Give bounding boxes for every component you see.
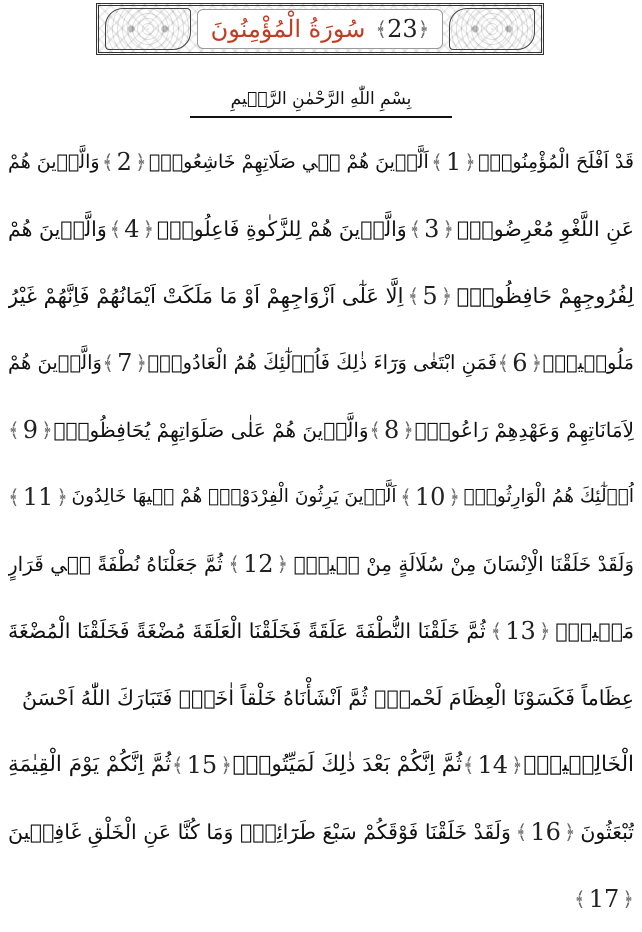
surah-header (96, 3, 544, 55)
verse-number-marker: ﴾ 17 ﴿ (574, 884, 634, 913)
verse-line (8, 865, 634, 932)
verse-number-marker: ﴾ 11 ﴿ (8, 482, 69, 511)
verse-number: 9 (22, 415, 39, 444)
verse-number: 4 (124, 214, 140, 243)
verse-text: وَلَقَدْ خَلَقْنَا الْاِنْسَانَ مِنْ سُلَالَةٍ مِنْ ط۪ينٍۚ (293, 551, 634, 576)
verse-number-marker: ﴾ 16 ﴿ (515, 817, 576, 846)
verse-number-marker: ﴾ 15 ﴿ (171, 750, 232, 779)
verse-number: 2 (116, 147, 132, 176)
verse-number-marker: ﴾ 7 ﴿ (102, 348, 148, 377)
verse-number-marker: ﴾ 8 ﴿ (369, 415, 414, 444)
verse-text: مَك۪ينٍۖ (555, 618, 634, 643)
surah-title-box (197, 9, 443, 49)
verse-number: 11 (22, 482, 54, 511)
verse-number-marker: ﴾ 9 ﴿ (8, 415, 53, 444)
verse-number: 10 (414, 482, 446, 511)
verse-text: وَالَّذ۪ينَ هُمْ عَلٰى صَلَوَاتِهِمْ يُحَافِظُونَۢ (53, 417, 369, 442)
verse-line (8, 463, 634, 530)
verse-number: 6 (512, 348, 528, 377)
verse-number-marker: ﴾ 14 ﴿ (462, 750, 523, 779)
verse-number: 3 (424, 214, 440, 243)
verse-text: ثُمَّ جَعَلْنَاهُ نُطْفَةً ف۪ي قَرَارٍ (8, 551, 223, 576)
verse-text: فَمَنِ ابْتَغٰى وَرَٓاءَ ذٰلِكَ فَاُو۬لٰٓئِكَ هُمُ الْعَادُونَۚ (147, 351, 498, 374)
verse-text: وَالَّذ۪ينَ هُمْ (8, 216, 107, 241)
verse-text: وَالَّذ۪ينَ هُمْ (8, 351, 102, 374)
verse-lines (8, 128, 634, 932)
verse-number: 1 (445, 147, 462, 176)
verse-number-marker: ﴾ 4 ﴿ (109, 214, 155, 243)
verse-text: لِاَمَانَاتِهِمْ وَعَهْدِهِمْ رَاعُونَۙ (414, 417, 634, 442)
verse-number: 16 (530, 817, 561, 846)
verse-number-marker: ﴾ 5 ﴿ (407, 281, 453, 310)
verse-line (8, 530, 634, 597)
verse-text: ثُمَّ اِنَّكُمْ بَعْدَ ذٰلِكَ لَمَيِّتُونَۜ (232, 752, 463, 777)
verse-line (8, 329, 634, 396)
verse-number-marker: ﴾ 3 ﴿ (409, 214, 455, 243)
verse-number: 12 (242, 549, 274, 578)
header-ornament-left (449, 8, 535, 50)
verse-text: مَلُوم۪ينَۚ (542, 351, 634, 374)
verse-text: قَدْ اَفْلَحَ الْمُؤْمِنُونَۙ (478, 150, 634, 173)
verse-text: لِفُرُوجِهِمْ حَافِظُونَۙ (456, 283, 634, 308)
verse-number-marker: ﴾ 12 ﴿ (228, 549, 289, 578)
verse-text: ثُمَّ خَلَقْنَا النُّطْفَةَ عَلَقَةً فَخَلَقْنَا الْعَلَقَةَ مُضْغَةً فَخَلَقْنَا الْمُضْغَةَ (8, 618, 486, 643)
verse-number-marker: ﴾ 2 ﴿ (101, 147, 147, 176)
verse-line (8, 798, 634, 865)
basmala: بِسْمِ اللّٰهِ الرَّحْمٰنِ الرَّح۪يمِ (190, 84, 452, 118)
verse-text: عَنِ اللَّغْوِ مُعْرِضُونَۙ (456, 216, 634, 241)
verse-number: 15 (186, 750, 218, 779)
verse-text: تُبْعَثُونَ (580, 819, 634, 844)
verse-text: وَلَقَدْ خَلَقْنَا فَوْقَكُمْ سَبْعَ طَرَٓائِقَۗ وَمَا كُنَّا عَنِ الْخَلْقِ غَافِل۪ينَ (8, 819, 511, 844)
verse-text: وَالَّذ۪ينَ هُمْ لِلزَّكٰوةِ فَاعِلُونَۙ (156, 216, 407, 241)
header-ornament-right (105, 8, 191, 50)
verse-number: 7 (117, 348, 133, 377)
surah-number-badge: ﴾ 23 ﴿ (375, 15, 430, 43)
verse-number: 8 (383, 415, 400, 444)
verse-number: 17 (588, 884, 620, 913)
verse-text: اِلَّا عَلٰٓى اَزْوَاجِهِمْ اَوْ مَا مَلَكَتْ اَيْمَانُهُمْ فَاِنَّهُمْ غَيْرُ (8, 283, 404, 308)
verse-text: وَالَّذ۪ينَ هُمْ (8, 150, 100, 173)
verse-line (8, 731, 634, 798)
verse-text: الْخَالِق۪ينَۜ (523, 752, 634, 777)
verse-number: 5 (422, 281, 438, 310)
verse-line (8, 195, 634, 262)
verse-number: 14 (477, 750, 509, 779)
verse-line (8, 262, 634, 329)
verse-number-marker: ﴾ 10 ﴿ (400, 482, 461, 511)
verse-number: 13 (505, 616, 536, 645)
verse-number-marker: ﴾ 1 ﴿ (431, 147, 476, 176)
verse-text: عِظَاماً فَكَسَوْنَا الْعِظَامَ لَحْماًۗ ثُمَّ اَنْشَأْنَاهُ خَلْقاً اٰخَرَۜ فَتَبَارَكَ اللّٰهُ اَحْسَنُ (22, 685, 634, 710)
verse-text: اُو۬لٰٓئِكَ هُمُ الْوَارِثُونَۙ (463, 486, 634, 507)
verse-text: اَلَّذ۪ينَ يَرِثُونَ الْفِرْدَوْسَۜ هُمْ ف۪يهَا خَالِدُونَ (71, 486, 397, 507)
verse-line (8, 396, 634, 463)
surah-title: سُورَةُ الْمُؤْمِنُونَ (210, 15, 366, 43)
verse-number-marker: ﴾ 6 ﴿ (497, 348, 543, 377)
verse-text: ثُمَّ اِنَّكُمْ يَوْمَ الْقِيٰمَةِ (8, 752, 172, 777)
verse-line (8, 128, 634, 195)
verse-line (8, 664, 634, 731)
surah-number: 23 (387, 15, 418, 43)
verse-line (8, 597, 634, 664)
verse-number-marker: ﴾ 13 ﴿ (490, 616, 551, 645)
verse-text: اَلَّذ۪ينَ هُمْ ف۪ي صَلَاتِهِمْ خَاشِعُونَۙ (148, 150, 429, 173)
